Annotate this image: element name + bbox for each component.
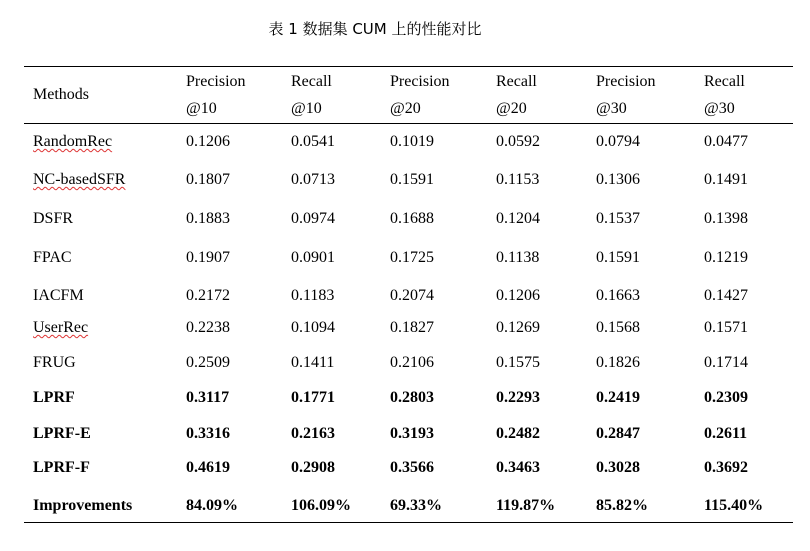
table-cell: 0.1907 — [186, 249, 230, 266]
table-cell: 0.1688 — [390, 210, 434, 227]
table-cell: 0.3692 — [704, 459, 748, 476]
method-name: LPRF-E — [33, 425, 91, 442]
table-cell: 0.1153 — [496, 171, 540, 188]
method-name: LPRF-F — [33, 459, 90, 476]
table-cell: 0.1398 — [704, 210, 748, 227]
top-rule — [24, 66, 793, 67]
table-cell: 0.4619 — [186, 459, 230, 476]
table-cell: 0.2172 — [186, 287, 230, 304]
column-header-3-metric: Recall — [496, 73, 537, 90]
table-cell: 0.2074 — [390, 287, 434, 304]
table-cell: 0.1306 — [596, 171, 640, 188]
header-rule — [24, 123, 793, 124]
table-cell: 0.2106 — [390, 354, 434, 371]
column-header-0-k: @10 — [186, 100, 217, 117]
method-name: UserRec — [33, 319, 89, 336]
table-cell: 0.2611 — [704, 425, 748, 442]
table-cell: 0.2908 — [291, 459, 335, 476]
method-name: FPAC — [33, 249, 72, 266]
table-cell: 0.1019 — [390, 133, 434, 150]
table-cell: 0.1411 — [291, 354, 335, 371]
column-header-5-k: @30 — [704, 100, 735, 117]
table-cell: 0.0974 — [291, 210, 335, 227]
table-cell: 106.09% — [291, 497, 351, 514]
column-header-4-k: @30 — [596, 100, 627, 117]
table-cell: 0.2419 — [596, 389, 640, 406]
table-caption: 表 1 数据集 CUM 上的性能对比 — [268, 20, 482, 38]
table-cell: 0.1204 — [496, 210, 540, 227]
method-name: Improvements — [33, 497, 133, 514]
table-cell: 119.87% — [496, 497, 556, 514]
column-header-3-k: @20 — [496, 100, 527, 117]
table-cell: 0.1219 — [704, 249, 748, 266]
table-cell: 0.1725 — [390, 249, 434, 266]
table-cell: 0.2238 — [186, 319, 230, 336]
column-header-4-metric: Precision — [596, 73, 656, 90]
table-cell: 115.40% — [704, 497, 764, 514]
table-cell: 0.3463 — [496, 459, 540, 476]
table-cell: 0.1575 — [496, 354, 540, 371]
table-cell: 84.09% — [186, 497, 238, 514]
table-cell: 0.1491 — [704, 171, 748, 188]
table-cell: 0.1138 — [496, 249, 540, 266]
method-name: FRUG — [33, 354, 76, 371]
table-cell: 0.1827 — [390, 319, 434, 336]
table-cell: 0.1094 — [291, 319, 335, 336]
table-cell: 0.2293 — [496, 389, 540, 406]
table-cell: 0.3566 — [390, 459, 434, 476]
column-header-1-metric: Recall — [291, 73, 332, 90]
table-cell: 0.0592 — [496, 133, 540, 150]
method-name: IACFM — [33, 287, 84, 304]
table-cell: 0.1883 — [186, 210, 230, 227]
table-cell: 85.82% — [596, 497, 648, 514]
table-cell: 0.3028 — [596, 459, 640, 476]
table-cell: 0.3117 — [186, 389, 230, 406]
table-cell: 0.1537 — [596, 210, 640, 227]
table-cell: 0.1591 — [390, 171, 434, 188]
table-cell: 0.1206 — [496, 287, 540, 304]
table-cell: 0.0901 — [291, 249, 335, 266]
method-name: NC-basedSFR — [33, 171, 126, 188]
table-cell: 0.1807 — [186, 171, 230, 188]
table-cell: 0.1269 — [496, 319, 540, 336]
column-header-1-k: @10 — [291, 100, 322, 117]
table-cell: 0.2847 — [596, 425, 640, 442]
table-cell: 0.2803 — [390, 389, 434, 406]
table-cell: 0.1183 — [291, 287, 335, 304]
table-cell: 0.0541 — [291, 133, 335, 150]
table-cell: 0.1427 — [704, 287, 748, 304]
table-cell: 0.1826 — [596, 354, 640, 371]
table-cell: 0.1663 — [596, 287, 640, 304]
column-header-2-k: @20 — [390, 100, 421, 117]
table-cell: 0.1771 — [291, 389, 335, 406]
table-cell: 69.33% — [390, 497, 442, 514]
table-cell: 0.0477 — [704, 133, 748, 150]
table-cell: 0.3193 — [390, 425, 434, 442]
table-cell: 0.1568 — [596, 319, 640, 336]
column-header-2-metric: Precision — [390, 73, 450, 90]
table-cell: 0.1206 — [186, 133, 230, 150]
table-cell: 0.2309 — [704, 389, 748, 406]
table-cell: 0.1714 — [704, 354, 748, 371]
table-cell: 0.2163 — [291, 425, 335, 442]
bottom-rule — [24, 522, 793, 523]
column-header-5-metric: Recall — [704, 73, 745, 90]
method-name: RandomRec — [33, 133, 113, 150]
table-cell: 0.2482 — [496, 425, 540, 442]
methods-header: Methods — [33, 86, 89, 103]
method-name: DSFR — [33, 210, 74, 227]
method-name: LPRF — [33, 389, 75, 406]
table-cell: 0.3316 — [186, 425, 230, 442]
table-cell: 0.1591 — [596, 249, 640, 266]
table-cell: 0.0794 — [596, 133, 640, 150]
table-cell: 0.0713 — [291, 171, 335, 188]
table-cell: 0.1571 — [704, 319, 748, 336]
column-header-0-metric: Precision — [186, 73, 246, 90]
table-cell: 0.2509 — [186, 354, 230, 371]
